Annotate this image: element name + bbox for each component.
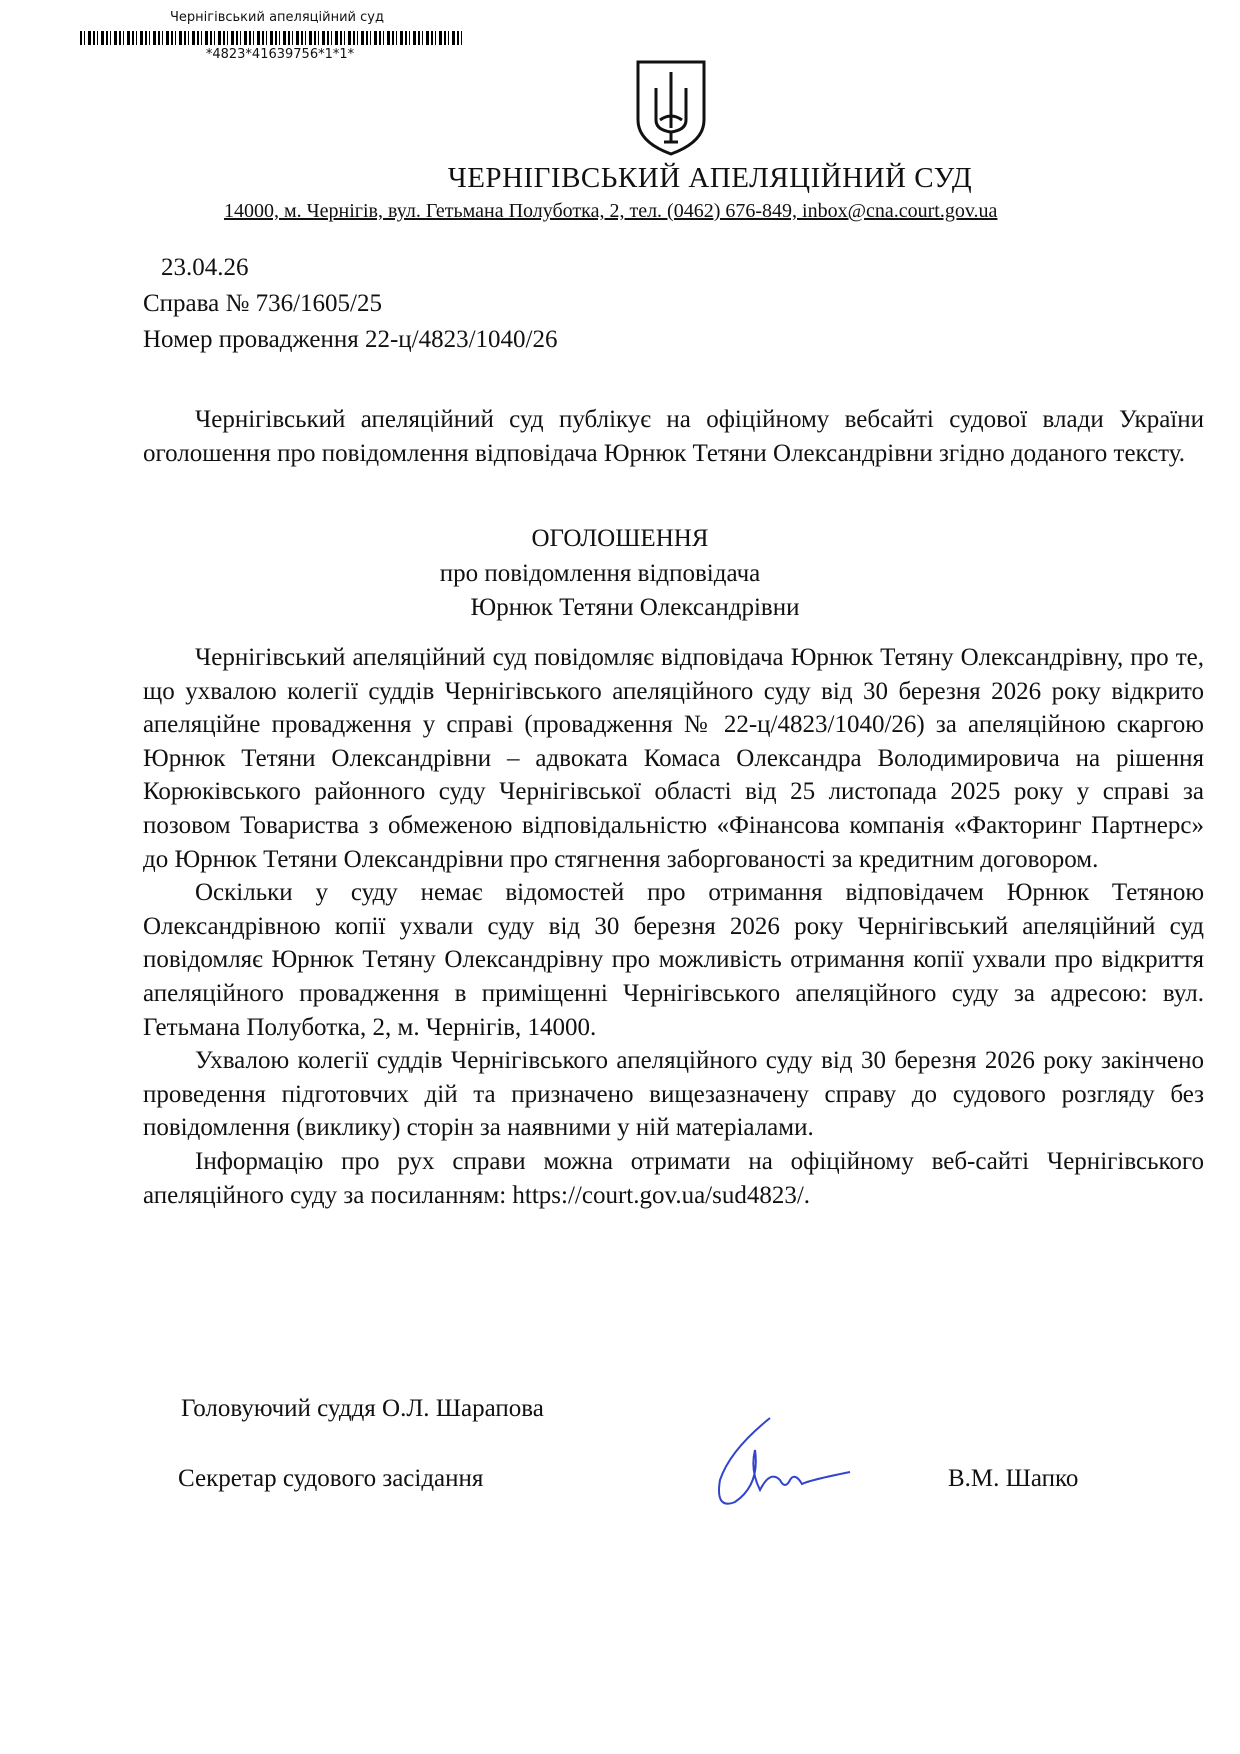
barcode-number: *4823*41639756*1*1*: [205, 47, 355, 62]
case-meta: [143, 250, 558, 358]
announcement-name: Юрнюк Тетяни Олександрівни: [470, 594, 800, 621]
barcode: [80, 31, 462, 45]
secretary-label: Секретар судового засідання: [178, 1465, 484, 1492]
date: 23.04.26: [161, 254, 249, 281]
paragraph: Чернігівський апеляційний суд повідомляє відповідача Юрнюк Тетяну Олександрівну, про те, що ухвалою колегії суддів Чернігівського апеляційного суду від 30 березня 2026 року відкрито апеляційне провадження у справі (провадження № 22-ц/4823/1040/26) за апеляційною скаргою Юрнюк Тетяни Олександрівни – адвоката Комаса Олександра Володимировича на рішення Корюківського районного суду Чернігівської області від 25 листопада 2025 року у справі за позовом Товариства з обмеженою відповідальністю «Фінансова компанія «Факторинг Партнерс» до Юрнюк Тетяни Олександрівни про стягнення заборгованості за кредитним договором.: [143, 644, 1204, 873]
coat-of-arms-icon: [634, 58, 708, 156]
announcement-body: [143, 641, 1204, 1212]
court-title: ЧЕРНІГІВСЬКИЙ АПЕЛЯЦІЙНИЙ СУД: [447, 162, 973, 194]
barcode-court-name: Чернігівський апеляційний суд: [170, 10, 384, 25]
intro-text: Чернігівський апеляційний суд публікує на офіційному вебсайті судової влади України оголошення про повідомлення відповідача Юрнюк Тетяни Олександрівни згідно доданого тексту.: [143, 406, 1204, 467]
announcement-subtitle: про повідомлення відповідача: [439, 560, 761, 587]
handwritten-signature: [690, 1410, 860, 1520]
court-address: 14000, м. Чернігів, вул. Гетьмана Полуботка, 2, тел. (0462) 676-849, inbox@cna.court.gov.ua: [224, 200, 998, 222]
paragraph: Інформацію про рух справи можна отримати на офіційному веб-сайті Чернігівського апеляційного суду за посиланням: https://court.gov.ua/sud4823/.: [143, 1147, 1204, 1209]
case-number: Справа № 736/1605/25: [143, 290, 382, 317]
secretary-name: В.М. Шапко: [948, 1465, 1079, 1492]
presiding-judge: Головуючий суддя О.Л. Шарапова: [181, 1395, 544, 1422]
paragraph: Оскільки у суду немає відомостей про отримання відповідачем Юрнюк Тетяною Олександрівною копії ухвали суду від 30 березня 2026 року Чернігівський апеляційний суд повідомляє Юрнюк Тетяну Олександрівну про можливість отримання копії ухвали про відкриття апеляційного провадження в приміщенні Чернігівського апеляційного суду за адресою: вул. Гетьмана Полуботка, 2, м. Чернігів, 14000.: [143, 879, 1204, 1041]
announcement-title: ОГОЛОШЕННЯ: [531, 525, 709, 552]
proceeding-number: Номер провадження 22-ц/4823/1040/26: [143, 326, 558, 353]
paragraph: Ухвалою колегії суддів Чернігівського апеляційного суду від 30 березня 2026 року закінчено проведення підготовчих дій та призначено вищезазначену справу до судового розгляду без повідомлення (виклику) сторін за наявними у ній матеріалами.: [143, 1047, 1204, 1142]
